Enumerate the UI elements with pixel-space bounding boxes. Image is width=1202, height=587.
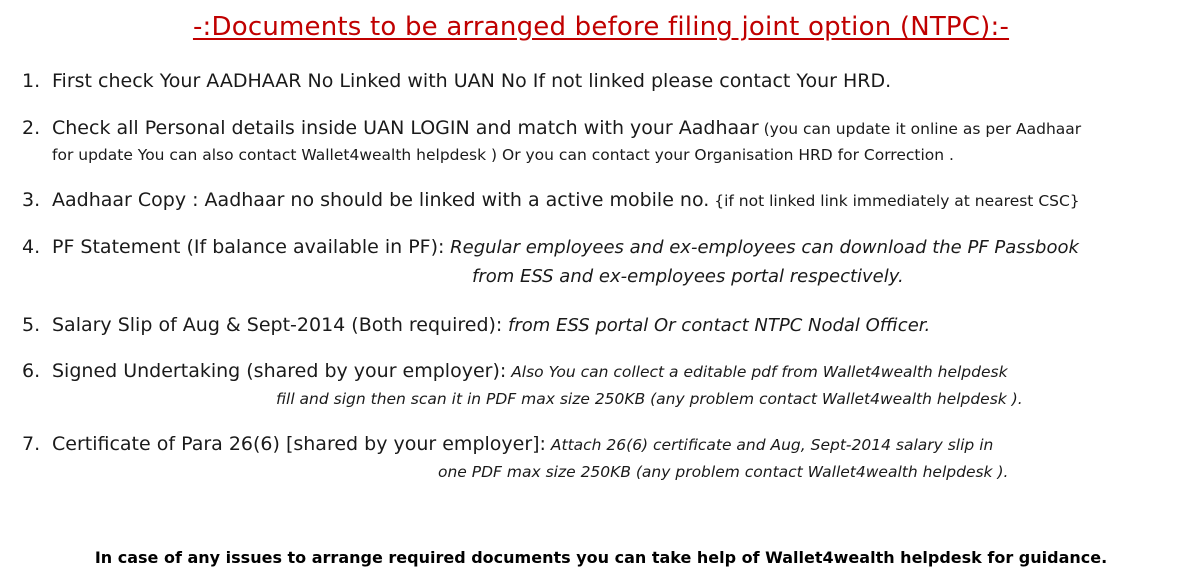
- list-item-5: [22, 314, 1192, 336]
- item-note-continued: fill and sign then scan it in PDF max size 250KB (any problem contact Wallet4wealth helpdesk ).: [276, 390, 1023, 408]
- item-number: 5.: [22, 314, 41, 336]
- item-note-continued: from ESS and ex-employees portal respectively.: [472, 266, 904, 287]
- page-title: -:Documents to be arranged before filing joint option (NTPC):-: [192, 12, 1010, 42]
- item-number: 7.: [22, 433, 41, 455]
- item-note: Attach 26(6) certificate and Aug, Sept-2014 salary slip in: [545, 436, 994, 454]
- item-text: Aadhaar Copy : Aadhaar no should be linked with a active mobile no.: [52, 189, 710, 211]
- list-item-7: [22, 433, 1192, 455]
- footer-note: In case of any issues to arrange required documents you can take help of Wallet4wealth helpdesk for guidance.: [94, 548, 1108, 567]
- item-note: Regular employees and ex-employees can download the PF Passbook: [444, 237, 1079, 258]
- list-item-3: [22, 189, 1192, 211]
- item-text: First check Your AADHAAR No Linked with UAN No If not linked please contact Your HRD.: [52, 70, 892, 92]
- item-text: Check all Personal details inside UAN LOGIN and match with your Aadhaar: [52, 117, 759, 139]
- item-number: 6.: [22, 360, 41, 382]
- item-text: Signed Undertaking (shared by your employer):: [52, 360, 507, 382]
- item-note: from ESS portal Or contact NTPC Nodal Officer.: [502, 315, 931, 336]
- item-number: 1.: [22, 70, 41, 92]
- item-note: {if not linked link immediately at nearest CSC}: [709, 192, 1080, 210]
- item-number: 2.: [22, 117, 41, 139]
- list-item-2: [22, 117, 1192, 139]
- item-text: Salary Slip of Aug & Sept-2014 (Both required):: [52, 314, 503, 336]
- item-text: Certificate of Para 26(6) [shared by your employer]:: [52, 433, 546, 455]
- item-note-continued: for update You can also contact Wallet4wealth helpdesk ) Or you can contact your Organisation HRD for Correction .: [52, 146, 954, 164]
- item-number: 4.: [22, 236, 41, 258]
- item-note: Also You can collect a editable pdf from Wallet4wealth helpdesk: [506, 363, 1008, 381]
- list-item-6: [22, 360, 1192, 382]
- list-item-4: [22, 236, 1192, 258]
- item-note: (you can update it online as per Aadhaar: [758, 120, 1082, 138]
- item-number: 3.: [22, 189, 41, 211]
- list-item-1: [22, 70, 1192, 92]
- item-note-continued: one PDF max size 250KB (any problem contact Wallet4wealth helpdesk ).: [438, 463, 1009, 481]
- item-text: PF Statement (If balance available in PF):: [52, 236, 445, 258]
